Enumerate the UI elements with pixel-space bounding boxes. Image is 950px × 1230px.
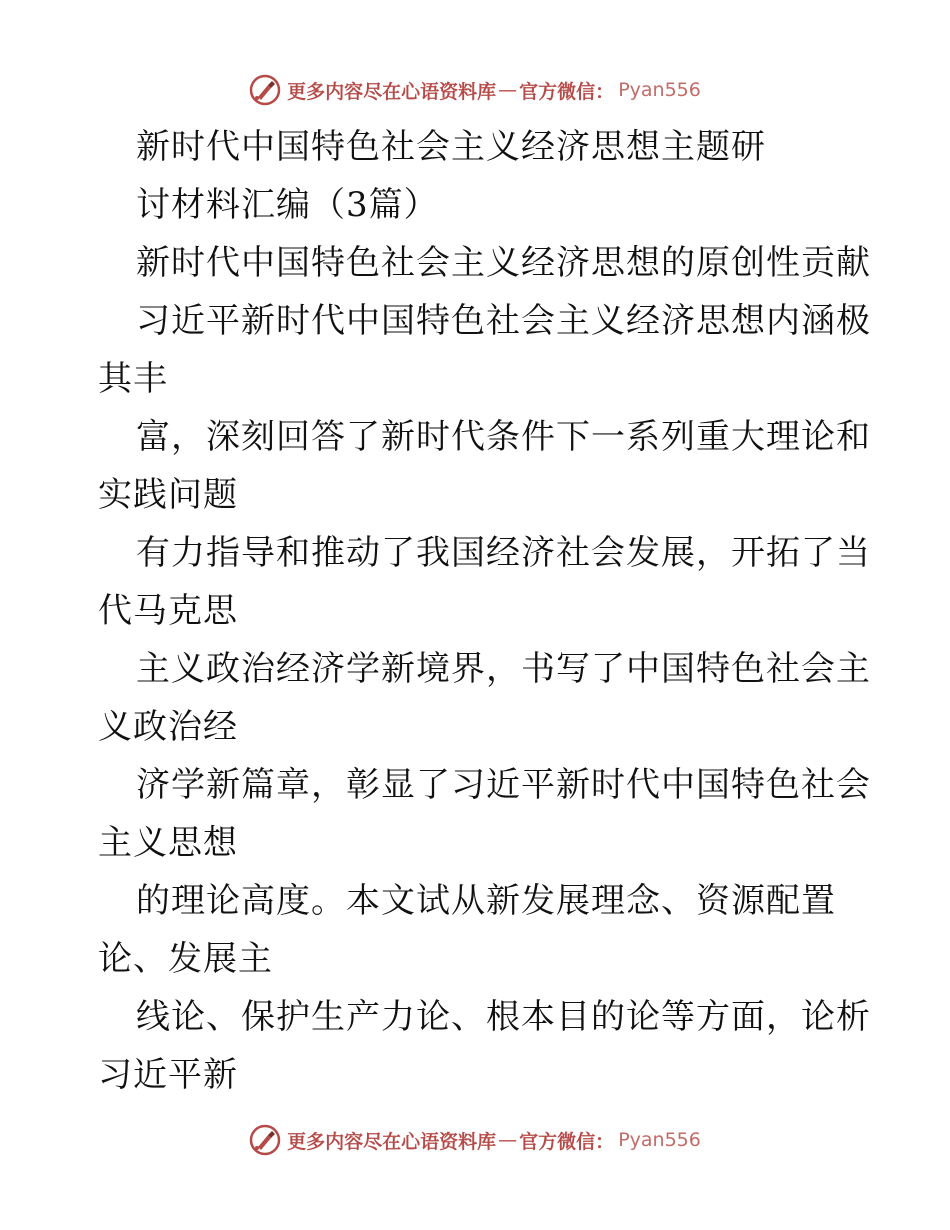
body-line: 习近平新时代中国特色社会主义经济思想内涵极 [136,301,871,341]
header-banner [0,70,950,110]
document-body [98,118,871,1104]
header-promo-text: 更多内容尽在心语资料库 [287,80,497,103]
body-line: 代马克思 [98,591,238,631]
header-wechat-label: 官方微信： [519,80,615,103]
document-title-line-1: 新时代中国特色社会主义经济思想主题研 [136,127,766,167]
body-line: 的理论高度。本文试从新发展理念、资源配置 [136,881,836,921]
pen-logo-icon [249,1124,281,1156]
header-wechat-id: Pyan556 [618,79,701,101]
body-line: 线论、保护生产力论、根本目的论等方面，论析 [136,997,871,1037]
body-line: 实践问题 [98,475,238,515]
body-line: 有力指导和推动了我国经济社会发展，开拓了当 [136,533,871,573]
footer-wechat-id: Pyan556 [618,1129,701,1151]
footer-separator: — [498,1129,518,1151]
body-line: 论、发展主 [98,939,273,979]
body-line: 其丰 [98,359,168,399]
body-line: 济学新篇章，彰显了习近平新时代中国特色社会 [136,765,871,805]
footer-wechat-label: 官方微信： [519,1130,615,1153]
body-line: 主义政治经济学新境界，书写了中国特色社会主 [136,649,871,689]
body-line: 习近平新 [98,1055,238,1095]
document-title-line-2: 讨材料汇编（3篇） [136,185,439,225]
footer-promo-text: 更多内容尽在心语资料库 [287,1130,497,1153]
footer-banner [0,1120,950,1160]
pen-logo-icon [249,74,281,106]
body-line: 新时代中国特色社会主义经济思想的原创性贡献 [136,243,871,283]
body-line: 主义思想 [98,823,238,863]
body-line: 义政治经 [98,707,238,747]
body-line: 富，深刻回答了新时代条件下一系列重大理论和 [136,417,871,457]
header-separator: — [498,79,518,101]
